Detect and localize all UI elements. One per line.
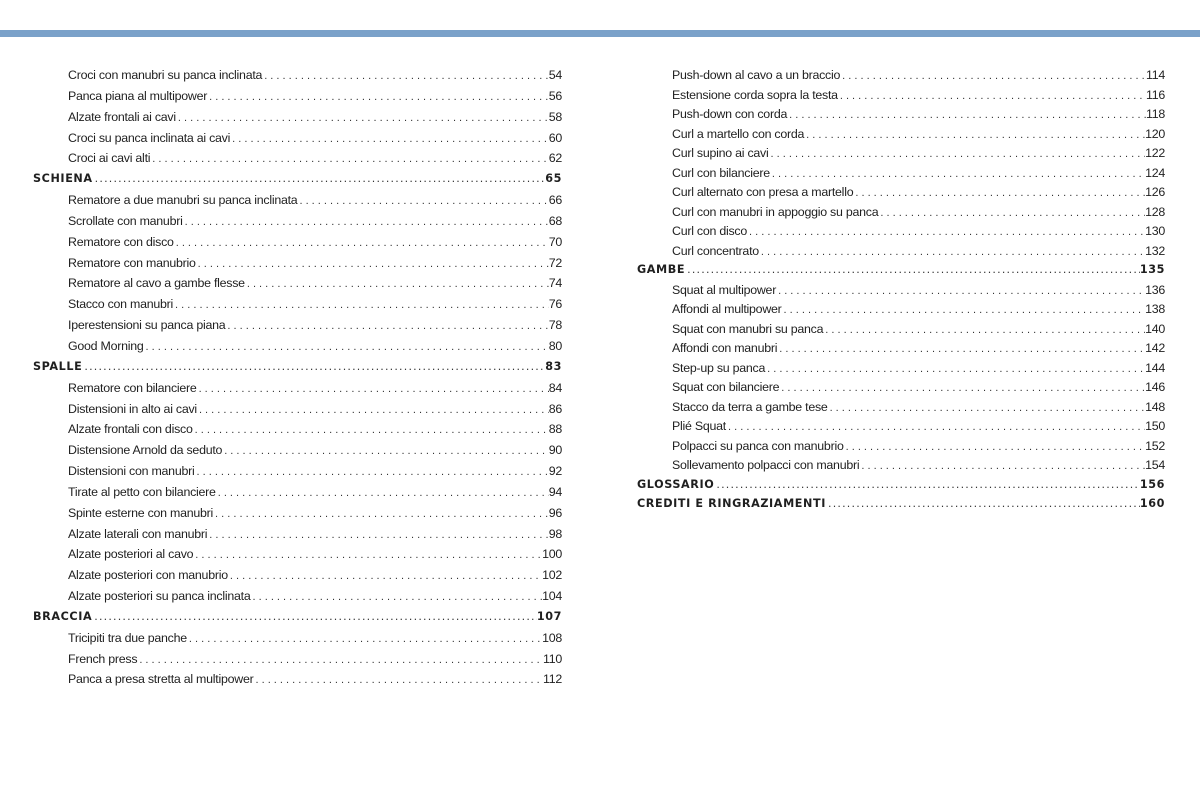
dot-leader — [840, 68, 1146, 82]
dot-leader — [222, 443, 549, 457]
toc-page-number: 144 — [1145, 360, 1165, 375]
toc-page-number: 96 — [548, 505, 562, 520]
dot-leader — [207, 89, 549, 103]
toc-page-number: 58 — [548, 109, 562, 124]
toc-entry-title: CREDITI E RINGRAZIAMENTI — [637, 497, 827, 510]
toc-entry — [33, 464, 562, 485]
dot-leader — [213, 506, 549, 520]
dot-leader — [183, 214, 549, 228]
toc-page-number: 100 — [542, 547, 562, 562]
dot-leader — [844, 439, 1145, 453]
toc-entry-title: Distensione Arnold da seduto — [68, 443, 223, 458]
toc-page-number: 83 — [545, 359, 562, 373]
dot-leader — [759, 244, 1145, 258]
toc-entry — [33, 339, 562, 360]
toc-page-number: 78 — [548, 318, 562, 333]
toc-page-number: 114 — [1145, 68, 1165, 82]
toc-entry — [33, 652, 562, 673]
toc-page-number: 92 — [548, 464, 562, 479]
toc-page-number: 68 — [548, 213, 562, 228]
toc-entry-title: Rematore con manubrio — [68, 255, 196, 270]
toc-entry-title: Plié Squat — [672, 419, 726, 433]
dot-leader — [878, 205, 1145, 219]
dot-leader — [776, 283, 1145, 297]
dot-leader — [804, 127, 1145, 141]
toc-entry — [33, 568, 562, 589]
toc-entry — [637, 361, 1165, 381]
toc-page-number: 124 — [1145, 165, 1165, 180]
toc-entry — [637, 107, 1165, 127]
toc-section-heading — [637, 478, 1165, 498]
toc-entry — [637, 127, 1165, 147]
toc-entry — [33, 256, 562, 277]
dot-leader — [176, 110, 549, 124]
toc-page-number: 118 — [1145, 107, 1165, 121]
toc-page-number: 80 — [548, 338, 562, 353]
toc-entry-title: French press — [68, 651, 138, 666]
toc-page-number: 94 — [548, 484, 562, 499]
dot-leader — [193, 547, 542, 561]
toc-page-number: 136 — [1145, 282, 1165, 297]
toc-entry-title: Alzate frontali con disco — [68, 422, 193, 437]
toc-entry-title: Affondi al multipower — [672, 302, 782, 316]
toc-entry-title: SCHIENA — [33, 172, 93, 186]
toc-entry-title: Panca piana al multipower — [68, 88, 208, 103]
dot-leader — [228, 568, 542, 582]
toc-entry — [33, 110, 562, 131]
toc-entry — [33, 527, 562, 548]
toc-entry — [637, 185, 1165, 205]
toc-page-number: 122 — [1145, 146, 1165, 160]
toc-entry-title: Rematore con bilanciere — [68, 380, 197, 395]
toc-entry — [637, 302, 1165, 322]
toc-page-number: 126 — [1145, 185, 1165, 199]
dot-leader — [93, 172, 546, 185]
toc-entry-title: Curl alternato con presa a martello — [672, 185, 854, 199]
dot-leader — [216, 485, 549, 499]
toc-page-number: 102 — [542, 568, 562, 583]
dot-leader — [197, 381, 549, 395]
dot-leader — [207, 527, 548, 541]
toc-entry-title: Alzate posteriori con manubrio — [68, 568, 228, 583]
toc-page-number: 156 — [1139, 477, 1165, 491]
toc-page-number: 140 — [1145, 321, 1165, 336]
toc-page-number: 65 — [545, 172, 562, 186]
toc-section-heading — [637, 263, 1165, 283]
dot-leader — [250, 589, 542, 603]
toc-page-number: 152 — [1145, 438, 1165, 453]
toc-entry-title: Distensioni con manubri — [68, 464, 195, 479]
dot-leader — [253, 672, 543, 686]
toc-entry — [637, 146, 1165, 166]
dot-leader — [144, 339, 549, 353]
toc-page-number: 148 — [1145, 399, 1165, 414]
toc-entry-title: Panca a presa stretta al multipower — [68, 672, 254, 687]
toc-entry — [33, 422, 562, 443]
toc-entry-title: Estensione corda sopra la testa — [672, 87, 838, 102]
toc-entry — [33, 193, 562, 214]
dot-leader — [193, 422, 549, 436]
toc-entry-title: Spinte esterne con manubri — [68, 505, 214, 520]
dot-leader — [826, 497, 1140, 510]
toc-entry-title: Curl supino ai cavi — [672, 146, 769, 160]
toc-entry — [637, 224, 1165, 244]
dot-leader — [765, 361, 1145, 375]
dot-leader — [714, 478, 1139, 491]
toc-entry-title: Iperestensioni su panca piana — [68, 318, 226, 333]
toc-entry-title: BRACCIA — [33, 609, 93, 623]
toc-page-number: 70 — [548, 234, 562, 249]
dot-leader — [137, 652, 543, 666]
toc-entry — [33, 381, 562, 402]
toc-entry — [637, 205, 1165, 225]
toc-entry — [33, 672, 562, 693]
toc-entry-title: Curl a martello con corda — [672, 126, 805, 141]
toc-page-number: 112 — [542, 672, 562, 687]
toc-entry-title: Distensioni in alto ai cavi — [68, 401, 197, 416]
dot-leader — [787, 107, 1146, 121]
toc-entry — [33, 547, 562, 568]
toc-entry-title: Step-up su panca — [672, 360, 766, 375]
toc-entry — [33, 68, 562, 89]
toc-entry — [637, 341, 1165, 361]
toc-entry-title: Curl con disco — [672, 224, 748, 238]
toc-entry-title: Affondi con manubri — [672, 341, 778, 355]
dot-leader — [225, 318, 548, 332]
dot-leader — [174, 235, 549, 249]
toc-page-number: 116 — [1145, 87, 1165, 102]
toc-entry-title: GLOSSARIO — [637, 477, 715, 491]
toc-entry — [33, 443, 562, 464]
toc-page-number: 104 — [542, 589, 562, 604]
dot-leader — [782, 302, 1146, 316]
toc-entry — [33, 297, 562, 318]
toc-page-number: 86 — [548, 401, 562, 416]
toc-entry — [33, 631, 562, 652]
toc-entry — [637, 283, 1165, 303]
toc-page-number: 84 — [548, 380, 562, 395]
dot-leader — [262, 68, 549, 82]
toc-entry — [637, 458, 1165, 478]
toc-entry-title: Tricipiti tra due panche — [68, 630, 187, 645]
toc-entry — [637, 380, 1165, 400]
toc-page-number: 56 — [548, 88, 562, 103]
toc-entry-title: Curl concentrato — [672, 243, 759, 258]
toc-page-number: 107 — [536, 609, 562, 623]
toc-page-number: 90 — [548, 443, 562, 458]
toc-page-number: 76 — [548, 297, 562, 312]
toc-page-number: 160 — [1139, 497, 1165, 510]
dot-leader — [770, 166, 1145, 180]
toc-entry — [33, 89, 562, 110]
toc-page-number: 132 — [1145, 243, 1165, 258]
toc-entry — [33, 485, 562, 506]
toc-entry-title: Croci ai cavi alti — [68, 151, 151, 166]
toc-entry-title: Rematore con disco — [68, 234, 174, 249]
toc-page-number: 120 — [1145, 126, 1165, 141]
dot-leader — [150, 151, 548, 165]
dot-leader — [769, 146, 1146, 160]
toc-entry — [33, 589, 562, 610]
toc-page-number: 72 — [548, 255, 562, 270]
toc-entry-title: Croci su panca inclinata ai cavi — [68, 130, 231, 145]
toc-page-number: 154 — [1145, 458, 1165, 472]
toc-entry-title: Push-down con corda — [672, 107, 788, 121]
dot-leader — [859, 458, 1145, 472]
toc-page-number: 128 — [1145, 204, 1165, 219]
toc-page-number: 74 — [548, 276, 562, 291]
toc-entry — [637, 322, 1165, 342]
toc-entry-title: Sollevamento polpacci con manubri — [672, 458, 860, 472]
toc-page-number: 110 — [542, 651, 562, 666]
toc-entry-title: Tirate al petto con bilanciere — [68, 484, 216, 499]
toc-entry-title: Polpacci su panca con manubrio — [672, 438, 844, 453]
toc-entry — [637, 400, 1165, 420]
toc-entry-title: Alzate frontali ai cavi — [68, 109, 176, 124]
toc-section-heading — [637, 497, 1165, 517]
toc-entry-title: Curl con bilanciere — [672, 165, 770, 180]
toc-page-number: 98 — [548, 526, 562, 541]
toc-page-number: 54 — [548, 68, 562, 82]
toc-entry-title: Push-down al cavo a un braccio — [672, 68, 841, 82]
toc-entry — [33, 318, 562, 339]
toc-section-heading — [33, 172, 562, 193]
toc-page-number: 66 — [548, 193, 562, 208]
toc-page-number: 135 — [1139, 263, 1165, 276]
toc-page-number: 62 — [548, 151, 562, 166]
toc-entry-title: Stacco da terra a gambe tese — [672, 399, 828, 414]
toc-entry-title: Scrollate con manubri — [68, 213, 183, 228]
dot-leader — [838, 88, 1146, 102]
toc-entry — [33, 506, 562, 527]
toc-entry — [33, 276, 562, 297]
dot-leader — [194, 464, 548, 478]
toc-page-number: 88 — [548, 422, 562, 437]
toc-entry — [33, 214, 562, 235]
toc-entry-title: Alzate laterali con manubri — [68, 526, 208, 541]
toc-entry — [637, 68, 1165, 88]
toc-entry-title: Rematore al cavo a gambe flesse — [68, 276, 245, 291]
toc-page-number: 142 — [1145, 341, 1165, 355]
toc-entry — [33, 131, 562, 152]
dot-leader — [230, 131, 549, 145]
toc-entry-title: SPALLE — [33, 359, 83, 373]
toc-entry — [637, 419, 1165, 439]
toc-page-number: 138 — [1145, 302, 1165, 316]
toc-entry — [33, 151, 562, 172]
toc-page-number: 108 — [542, 630, 562, 645]
dot-leader — [685, 263, 1140, 276]
dot-leader — [747, 224, 1145, 238]
toc-entry — [637, 244, 1165, 264]
toc-entry-title: Squat al multipower — [672, 282, 777, 297]
dot-leader — [853, 185, 1145, 199]
dot-leader — [92, 610, 537, 623]
dot-leader — [197, 402, 549, 416]
dot-leader — [196, 256, 549, 270]
toc-entry — [637, 439, 1165, 459]
dot-leader — [828, 400, 1146, 414]
toc-page-number: 130 — [1145, 224, 1165, 238]
dot-leader — [82, 360, 545, 373]
toc-page-number: 146 — [1145, 380, 1165, 394]
dot-leader — [779, 380, 1145, 394]
toc-entry-title: Curl con manubri in appoggio su panca — [672, 204, 879, 219]
toc-entry — [33, 235, 562, 256]
dot-leader — [245, 276, 549, 290]
dot-leader — [777, 341, 1145, 355]
toc-right-column — [637, 68, 1165, 517]
dot-leader — [823, 322, 1145, 336]
toc-page-number: 60 — [548, 130, 562, 145]
toc-entry — [33, 402, 562, 423]
dot-leader — [173, 297, 549, 311]
toc-entry — [637, 166, 1165, 186]
dot-leader — [297, 193, 548, 207]
toc-page-number: 150 — [1145, 419, 1165, 433]
toc-entry-title: Alzate posteriori su panca inclinata — [68, 589, 251, 604]
toc-entry-title: GAMBE — [637, 263, 686, 276]
toc-entry-title: Squat con manubri su panca — [672, 321, 824, 336]
toc-entry-title: Good Morning — [68, 338, 144, 353]
toc-left-column — [33, 68, 562, 693]
toc-section-heading — [33, 360, 562, 381]
toc-section-heading — [33, 610, 562, 631]
top-accent-rule — [0, 30, 1200, 37]
toc-entry-title: Croci con manubri su panca inclinata — [68, 68, 263, 82]
toc-entry-title: Alzate posteriori al cavo — [68, 547, 194, 562]
toc-entry — [637, 88, 1165, 108]
toc-entry-title: Stacco con manubri — [68, 297, 174, 312]
toc-entry-title: Squat con bilanciere — [672, 380, 780, 394]
toc-entry-title: Rematore a due manubri su panca inclinata — [68, 193, 298, 208]
dot-leader — [726, 419, 1145, 433]
dot-leader — [187, 631, 542, 645]
